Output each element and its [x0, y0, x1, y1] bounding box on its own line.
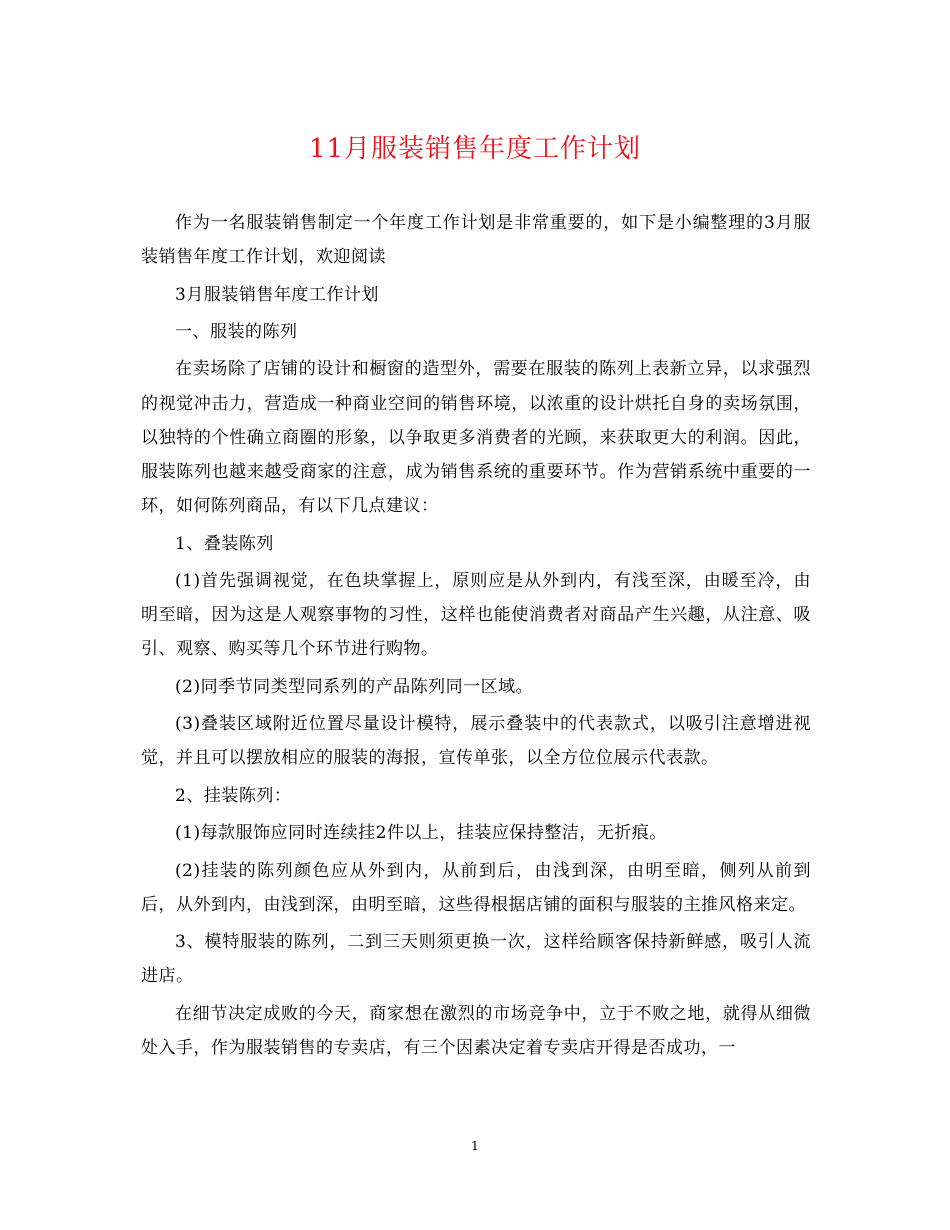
paragraph-subtitle: 3月服装销售年度工作计划: [175, 284, 379, 305]
paragraph-intro: 作为一名服装销售制定一个年度工作计划是非常重要的，如下是小编整理的3月服装销售年度工作计划，欢迎阅读: [141, 213, 811, 268]
paragraph-folded-point-3: (3)叠装区域附近位置尽量设计模特，展示叠装中的代表款式，以吸引注意增进视觉，并且可以摆放相应的服装的海报，宣传单张，以全方位位展示代表款。: [141, 714, 811, 769]
subheading-hanging-display: 2、挂装陈列：: [175, 785, 292, 806]
subheading-folded-display: 1、叠装陈列: [175, 533, 274, 554]
paragraph-mannequin-display: 3、模特服装的陈列，二到三天则须更换一次，这样给顾客保持新鲜感，吸引人流进店。: [141, 932, 811, 987]
document-body: [141, 206, 811, 1068]
paragraph-details: 在细节决定成败的今天，商家想在激烈的市场竞争中，立于不败之地，就得从细微处入手，作为服装销售的专卖店，有三个因素决定着专卖店开得是否成功，一: [141, 1003, 811, 1058]
paragraph-hanging-point-1: (1)每款服饰应同时连续挂2件以上，挂装应保持整洁，无折痕。: [175, 823, 667, 844]
paragraph-display-overview: 在卖场除了店铺的设计和橱窗的造型外，需要在服装的陈列上表新立异，以求强烈的视觉冲击力，营造成一种商业空间的销售环境，以浓重的设计烘托自身的卖场氛围，以独特的个性确立商圈的形象，以争取更多消费者的光顾，来获取更大的利润。因此，服装陈列也越来越受商家的注意，成为销售系统的重要环节。作为营销系统中重要的一环，如何陈列商品，有以下几点建议：: [141, 359, 811, 517]
paragraph-hanging-point-2: (2)挂装的陈列颜色应从外到内，从前到后，由浅到深，由明至暗，侧列从前到后，从外到内，由浅到深，由明至暗，这些得根据店铺的面积与服装的主推风格来定。: [141, 860, 811, 915]
document-title: 11月服装销售年度工作计划: [308, 134, 642, 164]
page-number: 1: [471, 1139, 479, 1153]
paragraph-folded-point-1: (1)首先强调视觉，在色块掌握上，原则应是从外到内，有浅至深，由暖至冷，由明至暗，因为这是人观察事物的习性，这样也能使消费者对商品产生兴趣，从注意、吸引、观察、购买等几个环节进行购物。: [141, 570, 811, 660]
section-heading-display: 一、服装的陈列: [175, 321, 298, 342]
paragraph-folded-point-2: (2)同季节同类型同系列的产品陈列同一区域。: [175, 676, 534, 697]
